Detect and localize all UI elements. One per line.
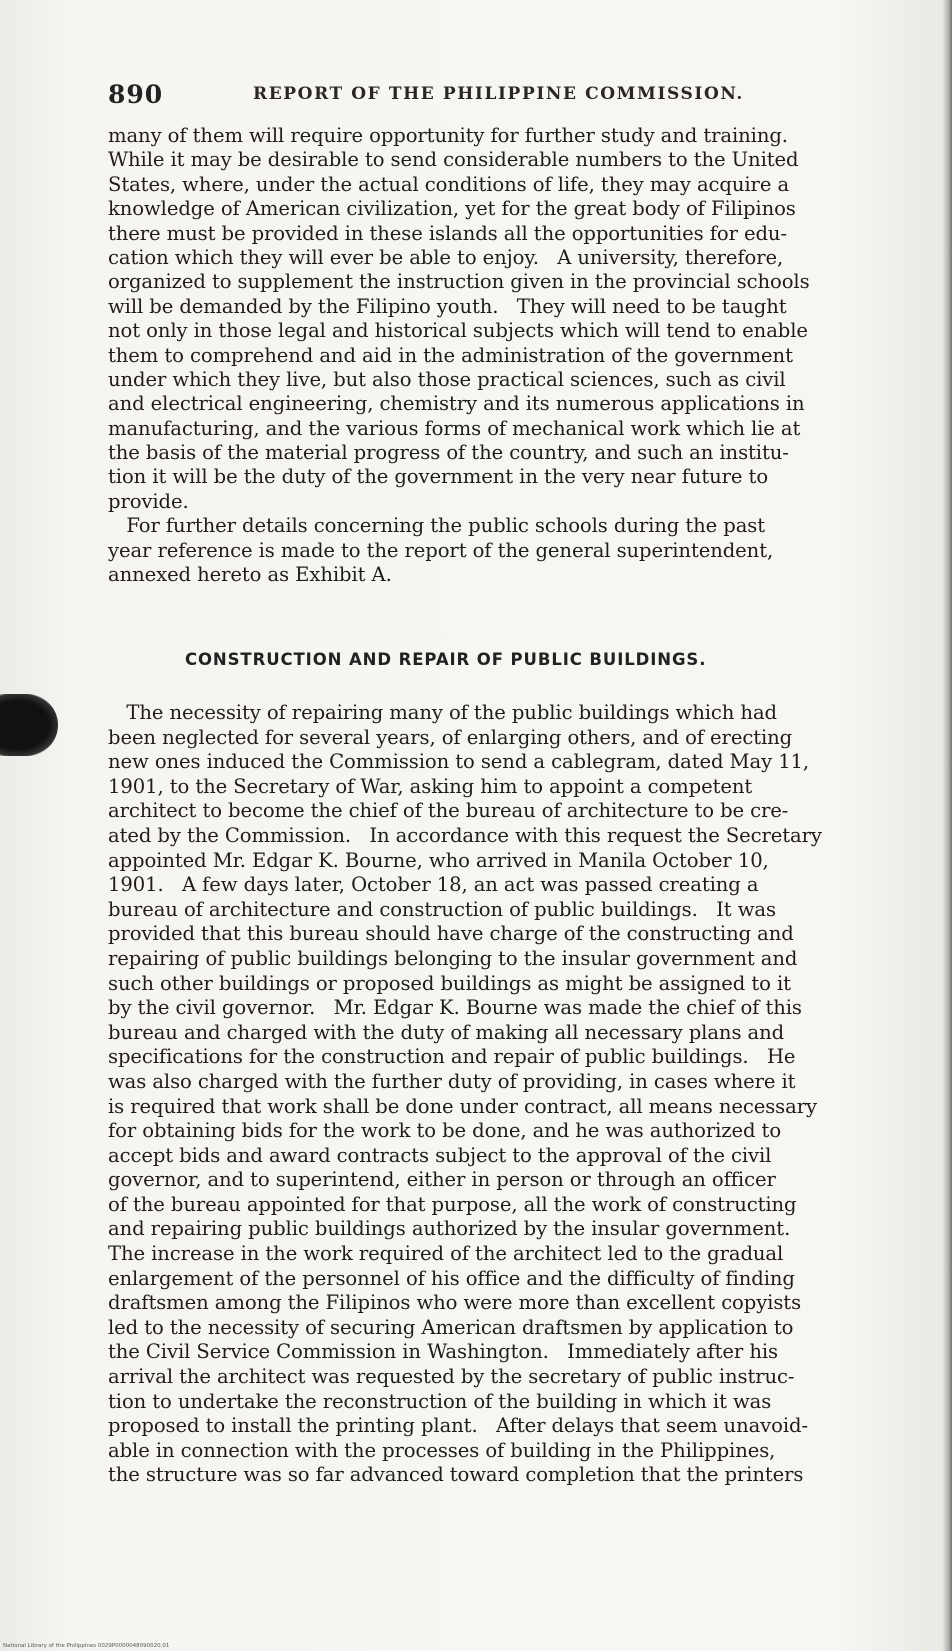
scan-thumb-mark bbox=[0, 694, 58, 756]
text-line: draftsmen among the Filipinos who were more than excellent copyists bbox=[108, 1291, 802, 1315]
body-section-1 bbox=[108, 124, 918, 587]
text-line: of the bureau appointed for that purpose, all the work of constructing bbox=[108, 1192, 797, 1216]
text-line: will be demanded by the Filipino youth. They will need to be taught bbox=[108, 294, 787, 318]
text-line: able in connection with the processes of building in the Philippines, bbox=[108, 1438, 776, 1462]
text-line: such other buildings or proposed buildings as might be assigned to it bbox=[108, 971, 791, 995]
text-line: the basis of the material progress of the country, and such an institu- bbox=[108, 441, 789, 465]
text-line: is required that work shall be done under contract, all means necessary bbox=[108, 1094, 817, 1118]
text-line: specifications for the construction and repair of public buildings. He bbox=[108, 1045, 796, 1069]
text-line: knowledge of American civilization, yet for the great body of Filipinos bbox=[108, 197, 796, 221]
body-section-2 bbox=[108, 701, 918, 1488]
text-line: and repairing public buildings authorized by the insular government. bbox=[108, 1217, 791, 1241]
text-line: been neglected for several years, of enlarging others, and of erecting bbox=[108, 725, 793, 749]
text-line: provide. bbox=[108, 489, 189, 513]
text-line: many of them will require opportunity for further study and training. bbox=[108, 124, 788, 147]
text-line: under which they live, but also those practical sciences, such as civil bbox=[108, 367, 786, 391]
text-line: 1901. A few days later, October 18, an act was passed creating a bbox=[108, 873, 759, 897]
text-line: governor, and to superintend, either in person or through an officer bbox=[108, 1168, 776, 1192]
text-line: appointed Mr. Edgar K. Bourne, who arrived in Manila October 10, bbox=[108, 848, 769, 872]
text-line: annexed hereto as Exhibit A. bbox=[108, 563, 392, 587]
text-line: 1901, to the Secretary of War, asking him to appoint a competent bbox=[108, 774, 753, 798]
text-line: tion to undertake the reconstruction of the building in which it was bbox=[108, 1389, 772, 1413]
text-line: led to the necessity of securing American draftsmen by application to bbox=[108, 1315, 794, 1339]
text-line: and electrical engineering, chemistry and its numerous applications in bbox=[108, 392, 805, 416]
text-line: was also charged with the further duty of providing, in cases where it bbox=[108, 1069, 796, 1093]
page-edge-shadow bbox=[942, 0, 952, 1651]
text-line: new ones induced the Commission to send a cablegram, dated May 11, bbox=[108, 750, 810, 774]
text-line: architect to become the chief of the bureau of architecture to be cre- bbox=[108, 799, 789, 823]
page-header bbox=[108, 80, 868, 110]
text-line: While it may be desirable to send considerable numbers to the United bbox=[108, 148, 799, 172]
text-line: States, where, under the actual conditions of life, they may acquire a bbox=[108, 172, 790, 196]
text-line: bureau and charged with the duty of making all necessary plans and bbox=[108, 1020, 785, 1044]
text-line: accept bids and award contracts subject to the approval of the civil bbox=[108, 1143, 772, 1167]
text-line: manufacturing, and the various forms of mechanical work which lie at bbox=[108, 416, 801, 440]
text-line: For further details concerning the public schools during the past bbox=[108, 514, 766, 538]
scan-footer: National Library of the Philippines 0029P0000048090020.01 bbox=[3, 1643, 170, 1649]
text-line: proposed to install the printing plant. After delays that seem unavoid- bbox=[108, 1414, 808, 1438]
text-line: cation which they will ever be able to enjoy. A university, therefore, bbox=[108, 245, 784, 269]
text-line: the Civil Service Commission in Washington. Immediately after his bbox=[108, 1340, 778, 1364]
page-number: 890 bbox=[108, 80, 164, 109]
text-line: for obtaining bids for the work to be done, and he was authorized to bbox=[108, 1119, 782, 1143]
section-heading: CONSTRUCTION AND REPAIR OF PUBLIC BUILDINGS. bbox=[185, 650, 707, 669]
text-line: tion it will be the duty of the government in the very near future to bbox=[108, 465, 769, 489]
text-line: them to comprehend and aid in the administration of the government bbox=[108, 343, 793, 367]
text-line: not only in those legal and historical subjects which will tend to enable bbox=[108, 319, 808, 343]
text-line: The increase in the work required of the architect led to the gradual bbox=[108, 1242, 784, 1266]
running-title: REPORT OF THE PHILIPPINE COMMISSION. bbox=[253, 84, 744, 104]
text-line: by the civil governor. Mr. Edgar K. Bourne was made the chief of this bbox=[108, 996, 802, 1020]
text-line: arrival the architect was requested by the secretary of public instruc- bbox=[108, 1365, 795, 1389]
text-line: The necessity of repairing many of the public buildings which had bbox=[108, 701, 777, 724]
text-line: bureau of architecture and construction of public buildings. It was bbox=[108, 897, 776, 921]
text-line: repairing of public buildings belonging to the insular government and bbox=[108, 946, 798, 970]
text-line: year reference is made to the report of the general superintendent, bbox=[108, 538, 774, 562]
text-line: enlargement of the personnel of his office and the difficulty of finding bbox=[108, 1266, 795, 1290]
text-line: organized to supplement the instruction given in the provincial schools bbox=[108, 270, 810, 294]
text-line: there must be provided in these islands all the opportunities for edu- bbox=[108, 221, 787, 245]
text-line: provided that this bureau should have charge of the constructing and bbox=[108, 922, 794, 946]
text-line: ated by the Commission. In accordance with this request the Secretary bbox=[108, 823, 822, 847]
text-line: the structure was so far advanced toward completion that the printers bbox=[108, 1463, 804, 1487]
